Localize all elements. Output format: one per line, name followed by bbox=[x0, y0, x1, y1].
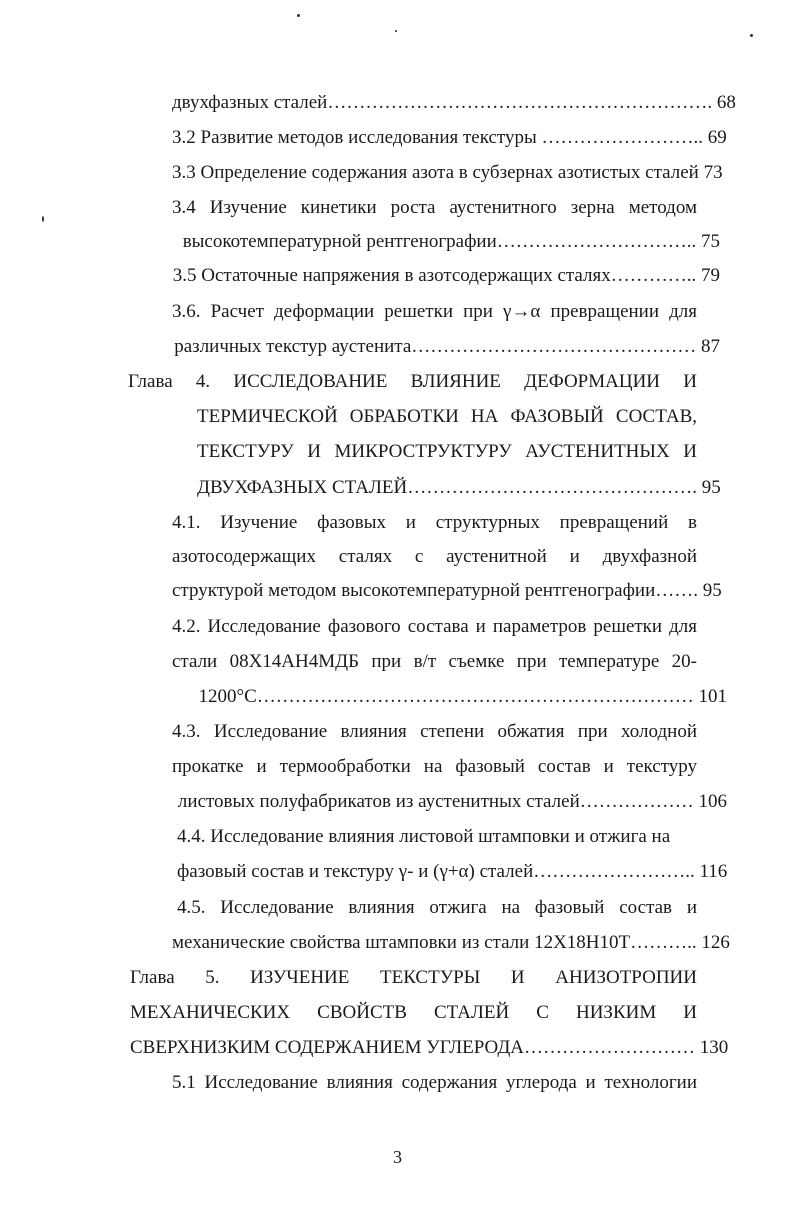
toc-line: 5.1 Исследование влияния содержания углерода и технологии bbox=[172, 1072, 697, 1093]
toc-line: 1200°С…………………………………………………………… 101 bbox=[198, 686, 727, 707]
toc-line: 4.2. Исследование фазового состава и параметров решетки для bbox=[172, 616, 697, 637]
chapter-heading: ДВУХФАЗНЫХ СТАЛЕЙ………………………………………. 95 bbox=[197, 477, 721, 498]
toc-line: 4.3. Исследование влияния степени обжатия при холодной bbox=[172, 721, 697, 742]
scan-speck bbox=[750, 34, 753, 37]
chapter-heading: МЕХАНИЧЕСКИХ СВОЙСТВ СТАЛЕЙ С НИЗКИМ И bbox=[130, 1002, 697, 1023]
toc-line: 3.4 Изучение кинетики роста аустенитного зерна методом bbox=[172, 197, 697, 218]
toc-line: прокатке и термообработки на фазовый состав и текстуру bbox=[172, 756, 697, 777]
toc-line: 4.4. Исследование влияния листовой штамповки и отжига на bbox=[177, 826, 671, 847]
toc-line: 3.3 Определение содержания азота в субзернах азотистых сталей 73 bbox=[172, 162, 723, 183]
toc-line: азотосодержащих сталях с аустенитной и двухфазной bbox=[172, 546, 697, 567]
toc-line: фазовый состав и текстуру γ- и (γ+α) сталей…………………….. 116 bbox=[177, 861, 728, 882]
toc-line: различных текстур аустенита……………………………………… 87 bbox=[174, 336, 720, 357]
toc-line: стали 08Х14АН4МДБ при в/т съемке при температуре 20- bbox=[172, 651, 697, 672]
scan-speck bbox=[395, 30, 397, 32]
toc-line: механические свойства штамповки из стали 12Х18Н10Т……….. 126 bbox=[172, 932, 730, 953]
page-number: 3 bbox=[393, 1147, 402, 1167]
chapter-heading: Глава 5. ИЗУЧЕНИЕ ТЕКСТУРЫ И АНИЗОТРОПИИ bbox=[130, 967, 697, 988]
chapter-heading: ТЕКСТУРУ И МИКРОСТРУКТУРУ АУСТЕНИТНЫХ И bbox=[197, 441, 697, 462]
toc-line: двухфазных сталей……………………………………………………. 68 bbox=[172, 92, 736, 113]
chapter-heading: ТЕРМИЧЕСКОЙ ОБРАБОТКИ НА ФАЗОВЫЙ СОСТАВ, bbox=[197, 406, 697, 427]
toc-line: 3.6. Расчет деформации решетки при γ→α превращении для bbox=[172, 301, 697, 322]
toc-line: 3.5 Остаточные напряжения в азотсодержащих сталях………….. 79 bbox=[172, 265, 720, 286]
scan-speck bbox=[42, 216, 44, 222]
toc-line: 3.2 Развитие методов исследования текстуры …………………….. 69 bbox=[172, 127, 727, 148]
scan-speck bbox=[297, 14, 300, 17]
toc-line: 4.5. Исследование влияния отжига на фазовый состав и bbox=[177, 897, 697, 918]
toc-line: высокотемпературной рентгенографии………………………….. 75 bbox=[182, 231, 720, 252]
chapter-heading: Глава 4. ИССЛЕДОВАНИЕ ВЛИЯНИЕ ДЕФОРМАЦИИ И bbox=[128, 371, 697, 392]
chapter-heading: СВЕРХНИЗКИМ СОДЕРЖАНИЕМ УГЛЕРОДА……………………… 130 bbox=[130, 1037, 729, 1058]
toc-line: листовых полуфабрикатов из аустенитных сталей……………… 106 bbox=[177, 791, 727, 812]
toc-line: 4.1. Изучение фазовых и структурных превращений в bbox=[172, 512, 697, 533]
toc-line: структурой методом высокотемпературной рентгенографии……. 95 bbox=[172, 580, 722, 601]
